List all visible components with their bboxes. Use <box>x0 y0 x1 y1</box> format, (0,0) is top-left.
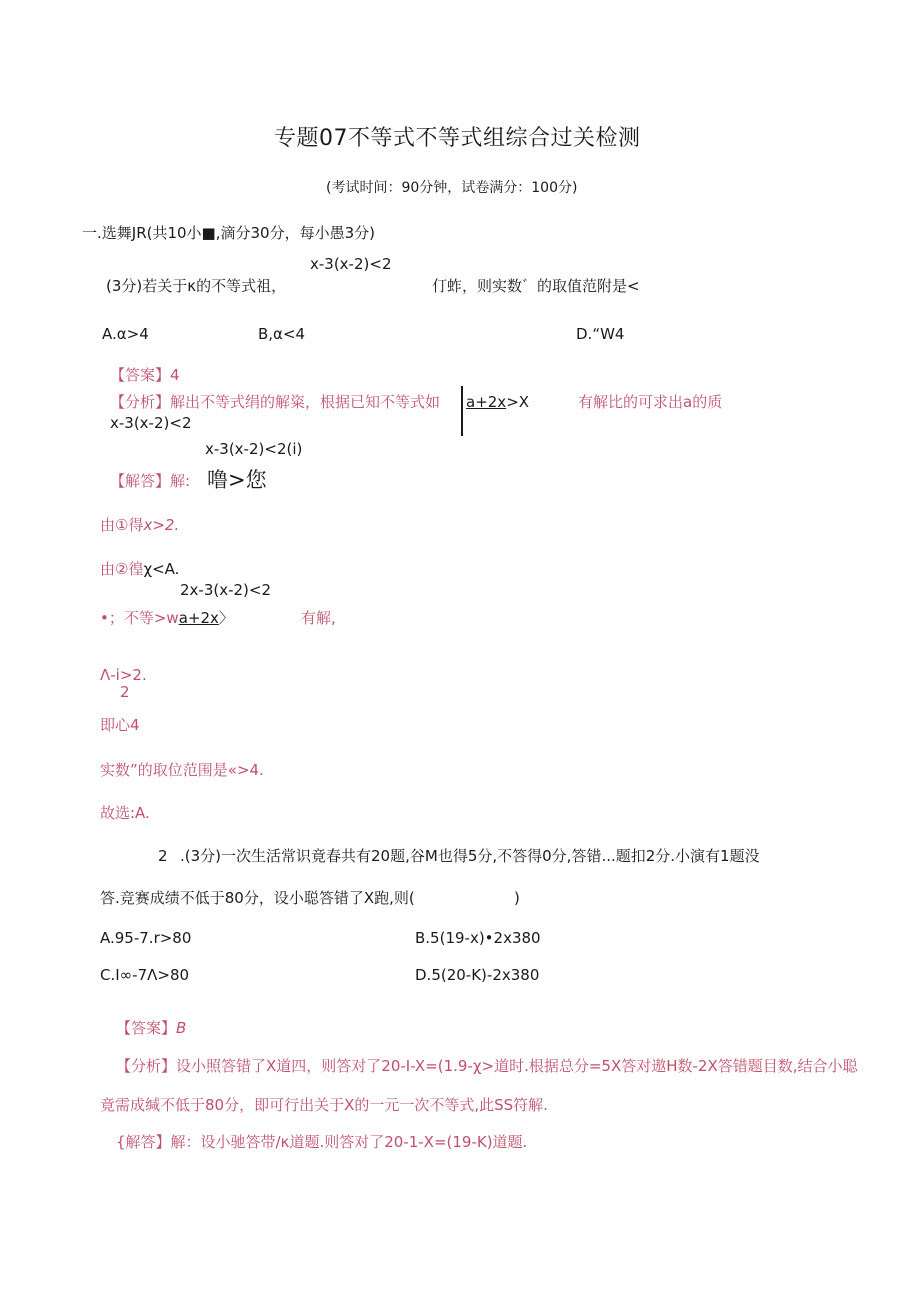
q1-step-2-system: 2x-3(x-2)<2 <box>180 581 272 599</box>
system-divider <box>461 386 463 436</box>
q1-step-2 <box>100 560 179 578</box>
q1-step-5: 即心4 <box>100 716 140 734</box>
step-3-underlined: a+2x <box>178 609 219 627</box>
q1-step-7: 故选:A. <box>100 804 150 822</box>
q1-system-top: x-3(x-2)<2 <box>310 255 392 273</box>
step-2-result: χ<A. <box>143 560 180 578</box>
q2-option-b: B.5(19-x)•2x380 <box>415 929 541 947</box>
q1-step-4-denominator: 2 <box>120 683 130 701</box>
q2-analysis-line-2: 竟需成缄不低于80分，即可行出关于X的一元一次不等式,此SS符解. <box>100 1096 548 1114</box>
doc-subtitle: (考试时间：90分钟，试卷满分：100分) <box>326 180 578 196</box>
q1-stem-a: (3分)若关于κ的不等式祖， <box>106 277 287 295</box>
q2-option-d: D.5(20-K)-2x380 <box>415 966 540 984</box>
q1-solve-label <box>110 472 190 490</box>
q1-step-1 <box>100 516 179 534</box>
answer-value: 4 <box>170 366 180 384</box>
q1-solve-system: x-3(x-2)<2(i) <box>205 440 303 458</box>
step-1-text: 由①得 <box>100 516 144 534</box>
doc-title: 专题07不等式不等式组综合过关检测 <box>274 126 641 151</box>
analysis-tag: 【分析】 <box>116 1057 177 1075</box>
q1-analysis-system: x-3(x-2)<2 <box>110 414 192 432</box>
solve-word: 解: <box>170 472 191 490</box>
q2-solve <box>116 1133 527 1151</box>
q2-option-c: C.I∞-7Λ>80 <box>100 966 190 984</box>
q2-number: 2 <box>158 847 168 865</box>
analysis-text: 解出不等式绢的解粢，根据已知不等式如 <box>170 393 441 411</box>
q1-solve-glyph: 噜>您 <box>207 468 267 492</box>
q2-stem-paren: ) <box>514 889 520 907</box>
step-3-bracket: 〉 <box>218 609 234 627</box>
analysis-tag: 【分析】 <box>110 393 171 411</box>
solve-text: 解：设小驰答带/κ道题.则答对了20-1-X=(19-K)道题. <box>170 1133 528 1151</box>
step-1-result: x>2. <box>143 516 180 534</box>
step-3-text: •；不等>w <box>100 609 179 627</box>
q1-step-4: Λ-i>2. <box>100 666 147 684</box>
q2-option-a: A.95-7.r>80 <box>100 929 192 947</box>
q1-option-a: A.α>4 <box>102 325 149 343</box>
step-2-text: 由②徨 <box>100 560 144 578</box>
inequality-gt: >X <box>506 393 530 411</box>
q1-option-d: D.“W4 <box>576 325 625 343</box>
answer-tag: 【答案】 <box>116 1019 177 1037</box>
answer-tag: 【答案】 <box>110 366 171 384</box>
q1-answer <box>110 366 180 384</box>
q1-analysis-inequality <box>466 393 529 411</box>
answer-value: B <box>176 1019 187 1037</box>
solve-tag: 【解答】 <box>110 472 171 490</box>
inequality-underlined: a+2x <box>466 393 507 411</box>
q1-step-3 <box>100 609 234 627</box>
q2-answer <box>116 1019 186 1037</box>
q1-option-b: B,α<4 <box>258 325 306 343</box>
section-heading: 一.选舞JR(共10小■,滴分30分，每小愚3分) <box>82 224 375 242</box>
q1-step-6: 实数”的取位范围是«>4. <box>100 761 264 779</box>
q1-stem-b: 仃蚱，则实数゛的取值范附是< <box>432 277 640 295</box>
q1-analysis-tail: 有解比的可求出a的质 <box>578 393 723 411</box>
q2-stem-line-2: 答.竞赛成绩不低于80分，设小聪答错了X跑,则( <box>100 889 415 907</box>
solve-tag: {解答】 <box>116 1133 171 1151</box>
q2-analysis <box>116 1057 858 1075</box>
q2-stem-line-1: .(3分)一次生活常识竟春共有20题,谷M也得5分,不答得0分,答错...题扣2分.小演有1题没 <box>180 847 760 865</box>
q1-step-3-tail: 有解, <box>301 609 336 627</box>
analysis-line-1: 设小照答错了X道四，则答对了20-I-X=(1.9-χ>道时.根据总分=5X答对遨H数-2X答错题目数,结合小聪 <box>176 1057 858 1075</box>
q1-analysis <box>110 393 440 411</box>
